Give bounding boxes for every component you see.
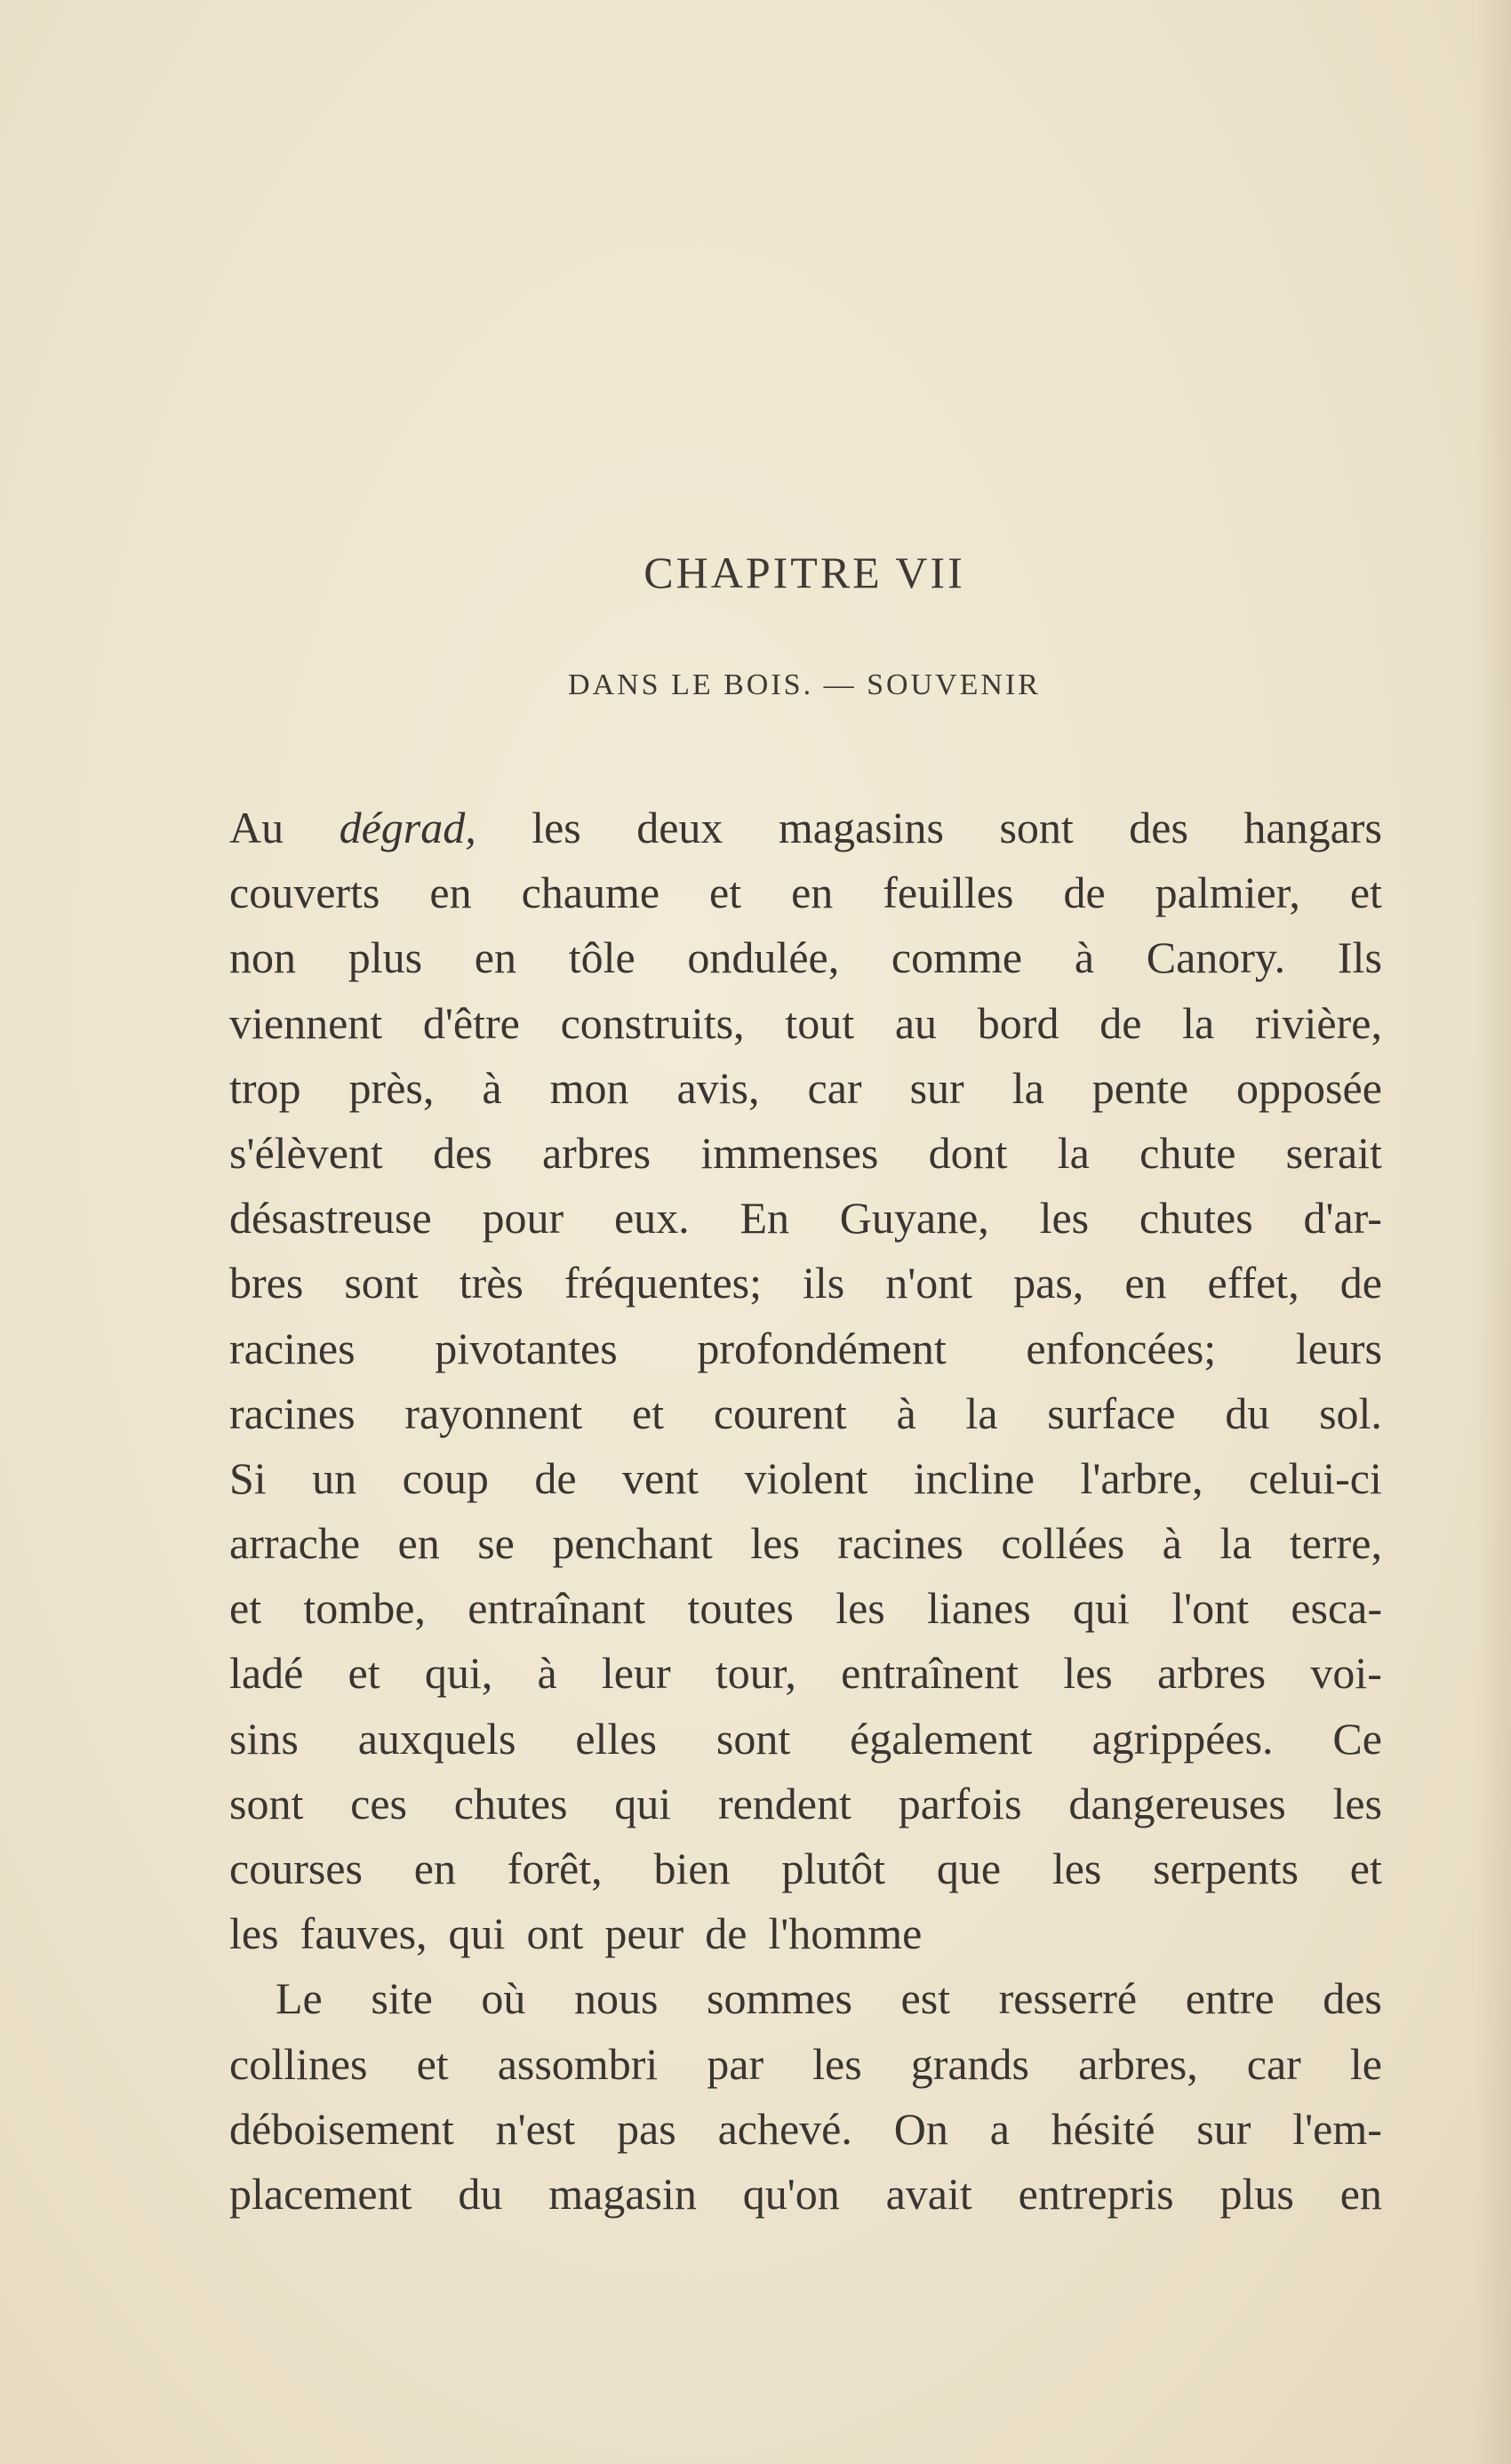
word: Canory. xyxy=(1146,932,1286,983)
word: plus xyxy=(348,932,423,983)
chapter-subtitle: DANS LE BOIS. — SOUVENIR xyxy=(568,668,1041,701)
word: ladé xyxy=(229,1648,304,1699)
word: n'est xyxy=(495,2103,576,2154)
word: racines xyxy=(837,1518,963,1569)
paragraph-1 xyxy=(229,796,1382,1966)
word: collines xyxy=(229,2038,368,2089)
word: en xyxy=(429,868,472,918)
word: près, xyxy=(348,1062,435,1113)
word: rendent xyxy=(717,1778,851,1828)
word: à xyxy=(482,1062,502,1113)
word: arrache xyxy=(229,1518,361,1569)
text-line xyxy=(229,1121,1382,1186)
word: collées xyxy=(1001,1518,1125,1569)
word: rivière, xyxy=(1255,997,1382,1048)
word: l'em- xyxy=(1292,2103,1382,2154)
word: les xyxy=(1063,1648,1113,1699)
word: des xyxy=(1323,1973,1382,2024)
text-line xyxy=(229,796,1382,860)
word: des xyxy=(433,1127,492,1178)
word: les xyxy=(1332,1778,1382,1828)
word: nous xyxy=(573,1973,659,2024)
word: non xyxy=(229,932,296,983)
word: Le xyxy=(276,1973,323,2024)
word: construits, xyxy=(560,997,745,1048)
word: qui xyxy=(448,1908,506,1959)
word: a xyxy=(989,2103,1010,2154)
word: les xyxy=(835,1583,885,1634)
word: viennent xyxy=(229,997,383,1048)
word: En xyxy=(740,1193,789,1244)
word: de xyxy=(705,1908,748,1959)
word: un xyxy=(312,1452,357,1503)
word: Ce xyxy=(1332,1713,1382,1764)
word: sins xyxy=(229,1713,299,1764)
text-line xyxy=(229,1186,1382,1251)
word: Si xyxy=(229,1452,267,1503)
word: deux xyxy=(636,803,724,852)
word: agrippées. xyxy=(1091,1713,1274,1764)
word: penchant xyxy=(552,1518,713,1569)
word: les xyxy=(812,2038,862,2089)
word: opposée xyxy=(1236,1062,1382,1113)
text-line xyxy=(229,925,1382,990)
chapter-title: CHAPITRE VII xyxy=(644,548,965,597)
word: ces xyxy=(350,1778,407,1828)
text-line xyxy=(229,1056,1382,1121)
word: n'ont xyxy=(885,1258,973,1308)
word: bien xyxy=(653,1844,731,1893)
word: resserré xyxy=(998,1973,1138,2024)
word: au xyxy=(894,997,938,1048)
word: voi- xyxy=(1310,1648,1382,1699)
text-line xyxy=(229,1251,1382,1316)
word: fréquentes; xyxy=(564,1258,762,1308)
word: tôle xyxy=(568,932,636,983)
text-line xyxy=(229,860,1382,925)
word: palmier, xyxy=(1155,868,1300,918)
paragraph-2 xyxy=(229,1966,1382,2227)
word: effet, xyxy=(1207,1258,1299,1308)
word: de xyxy=(1099,997,1142,1048)
word: Au xyxy=(229,803,284,852)
word: du xyxy=(458,2168,503,2219)
word: car xyxy=(1246,2038,1301,2089)
word: où xyxy=(481,1973,526,2024)
word: tombe, xyxy=(303,1583,426,1634)
word: sommes xyxy=(707,1973,852,2024)
word: et xyxy=(1349,868,1382,918)
word: coup xyxy=(402,1452,489,1503)
word: ondulée, xyxy=(687,932,840,983)
word: enfoncées; xyxy=(1026,1323,1217,1373)
word: la xyxy=(1219,1518,1252,1569)
word: à xyxy=(896,1388,916,1438)
word: d'être xyxy=(422,997,520,1048)
word: couverts xyxy=(229,868,380,918)
word: Ils xyxy=(1337,932,1382,983)
word: bres xyxy=(229,1258,304,1308)
word: rayonnent xyxy=(404,1388,583,1438)
word: et xyxy=(416,2038,449,2089)
word: entrepris xyxy=(1018,2168,1174,2219)
word: sol. xyxy=(1319,1388,1382,1438)
word: trop xyxy=(229,1062,301,1113)
word: plus xyxy=(1219,2168,1294,2219)
word: pente xyxy=(1091,1062,1189,1113)
word: également xyxy=(850,1713,1033,1764)
word: courent xyxy=(713,1388,847,1438)
word: comme xyxy=(891,932,1023,983)
word: s'élèvent xyxy=(229,1127,383,1178)
word: entraînent xyxy=(841,1648,1019,1699)
word: magasins xyxy=(778,803,944,852)
word: le xyxy=(1349,2038,1382,2089)
word: des xyxy=(1129,803,1188,852)
word: hésité xyxy=(1051,2103,1155,2154)
text-line xyxy=(229,1641,1382,1706)
word: celui-ci xyxy=(1248,1452,1382,1503)
text-line xyxy=(229,1772,1382,1836)
word: les xyxy=(1039,1193,1090,1244)
word: de xyxy=(1339,1258,1382,1308)
word: à xyxy=(537,1648,557,1699)
word: qui xyxy=(1072,1583,1130,1634)
word: courses xyxy=(229,1844,363,1893)
word: l'ont xyxy=(1171,1583,1249,1634)
text-line xyxy=(229,1316,1382,1381)
word: avait xyxy=(885,2168,972,2219)
word: l'arbre, xyxy=(1080,1452,1203,1503)
word: en xyxy=(474,932,516,983)
word: arbres xyxy=(1156,1648,1267,1699)
word: serait xyxy=(1285,1127,1382,1178)
word: chutes xyxy=(1139,1193,1253,1244)
word: dont xyxy=(928,1127,1008,1178)
word: par xyxy=(707,2038,764,2089)
word: ils xyxy=(803,1258,845,1308)
word: la xyxy=(1182,997,1215,1048)
word: terre, xyxy=(1289,1518,1382,1569)
word: que xyxy=(936,1844,1002,1893)
word: profondément xyxy=(697,1323,947,1373)
word: auxquels xyxy=(357,1713,516,1764)
page-edge-shadow xyxy=(1475,0,1511,2464)
word: tour, xyxy=(715,1648,796,1699)
word: en xyxy=(791,868,834,918)
word: est xyxy=(900,1973,951,2024)
word: les xyxy=(532,803,581,852)
word: surface xyxy=(1047,1388,1176,1438)
word: de xyxy=(1063,868,1106,918)
word: désastreuse xyxy=(229,1193,432,1244)
word: en xyxy=(1339,2168,1382,2219)
word: bord xyxy=(977,997,1059,1048)
word: leurs xyxy=(1295,1323,1382,1373)
word: placement xyxy=(229,2168,412,2219)
text-line xyxy=(229,1381,1382,1446)
word: leur xyxy=(601,1648,671,1699)
word: avis, xyxy=(676,1062,760,1113)
word: vent xyxy=(621,1452,700,1503)
word: du xyxy=(1225,1388,1270,1438)
word: sont xyxy=(999,803,1074,852)
word: parfois xyxy=(898,1778,1022,1828)
word: en xyxy=(413,1844,456,1893)
word: les xyxy=(1051,1844,1102,1893)
word: On xyxy=(893,2103,948,2154)
word: tout xyxy=(785,997,855,1048)
word: arbres xyxy=(541,1127,652,1178)
word: grands xyxy=(910,2038,1030,2089)
word: magasin xyxy=(548,2168,697,2219)
word: sur xyxy=(1196,2103,1251,2154)
word: violent xyxy=(744,1452,868,1503)
word: les xyxy=(229,1908,279,1959)
word: qui, xyxy=(424,1648,493,1699)
word: esca- xyxy=(1291,1583,1382,1634)
word: dégrad, xyxy=(339,803,476,852)
word: assombri xyxy=(497,2038,659,2089)
word: déboisement xyxy=(229,2103,454,2154)
word: entraînant xyxy=(468,1583,646,1634)
text-line xyxy=(229,1446,1382,1511)
word: d'ar- xyxy=(1303,1193,1382,1244)
word: et xyxy=(709,868,742,918)
word: en xyxy=(397,1518,440,1569)
word: entre xyxy=(1185,1973,1275,2024)
word: ont xyxy=(526,1908,584,1959)
word: sur xyxy=(909,1062,964,1113)
word: pas, xyxy=(1013,1258,1084,1308)
text-line xyxy=(229,1836,1382,1901)
text-line xyxy=(229,1511,1382,1576)
word: racines xyxy=(229,1388,356,1438)
word: achevé. xyxy=(717,2103,852,2154)
word: qu'on xyxy=(742,2168,840,2219)
word: site xyxy=(371,1973,433,2024)
word: à xyxy=(1074,932,1095,983)
word: hangars xyxy=(1243,803,1382,852)
word: fauves, xyxy=(300,1908,428,1959)
text-line xyxy=(229,991,1382,1056)
word: à xyxy=(1162,1518,1182,1569)
word: forêt, xyxy=(507,1844,603,1893)
word: car xyxy=(807,1062,862,1113)
text-line xyxy=(229,1901,1382,1966)
word: plutôt xyxy=(781,1844,886,1893)
word: chute xyxy=(1139,1127,1236,1178)
word: et xyxy=(348,1648,380,1699)
word: incline xyxy=(913,1452,1035,1503)
word: elles xyxy=(575,1713,657,1764)
word: racines xyxy=(229,1323,356,1373)
word: eux. xyxy=(613,1193,690,1244)
word: pivotantes xyxy=(435,1323,618,1373)
text-line xyxy=(229,2032,1382,2097)
text-line xyxy=(229,1707,1382,1772)
text-line xyxy=(229,1576,1382,1641)
word: la xyxy=(1057,1127,1090,1178)
word: pas xyxy=(617,2103,676,2154)
text-line xyxy=(229,2162,1382,2227)
word: la xyxy=(1011,1062,1044,1113)
word: chaume xyxy=(521,868,660,918)
word: Guyane, xyxy=(839,1193,989,1244)
word: de xyxy=(534,1452,577,1503)
word: peur xyxy=(604,1908,684,1959)
word: arbres, xyxy=(1078,2038,1198,2089)
text-line xyxy=(229,1966,1382,2031)
word: pour xyxy=(482,1193,564,1244)
word: lianes xyxy=(927,1583,1031,1634)
word: se xyxy=(477,1518,515,1569)
word: feuilles xyxy=(883,868,1014,918)
word: et xyxy=(1349,1844,1382,1893)
word: très xyxy=(459,1258,524,1308)
word: les xyxy=(750,1518,800,1569)
word: l'homme xyxy=(768,1908,923,1959)
text-line xyxy=(229,2097,1382,2162)
word: immenses xyxy=(700,1127,879,1178)
word: et xyxy=(229,1583,262,1634)
word: sont xyxy=(716,1713,791,1764)
word: toutes xyxy=(687,1583,794,1634)
word: et xyxy=(631,1388,665,1438)
body-text xyxy=(229,796,1382,2227)
word: serpents xyxy=(1153,1844,1299,1893)
word: mon xyxy=(549,1062,629,1113)
word: chutes xyxy=(453,1778,568,1828)
word: dangereuses xyxy=(1068,1778,1286,1828)
word: en xyxy=(1124,1258,1167,1308)
word: qui xyxy=(614,1778,672,1828)
word: sont xyxy=(229,1778,304,1828)
word: la xyxy=(965,1388,998,1438)
word: sont xyxy=(344,1258,419,1308)
